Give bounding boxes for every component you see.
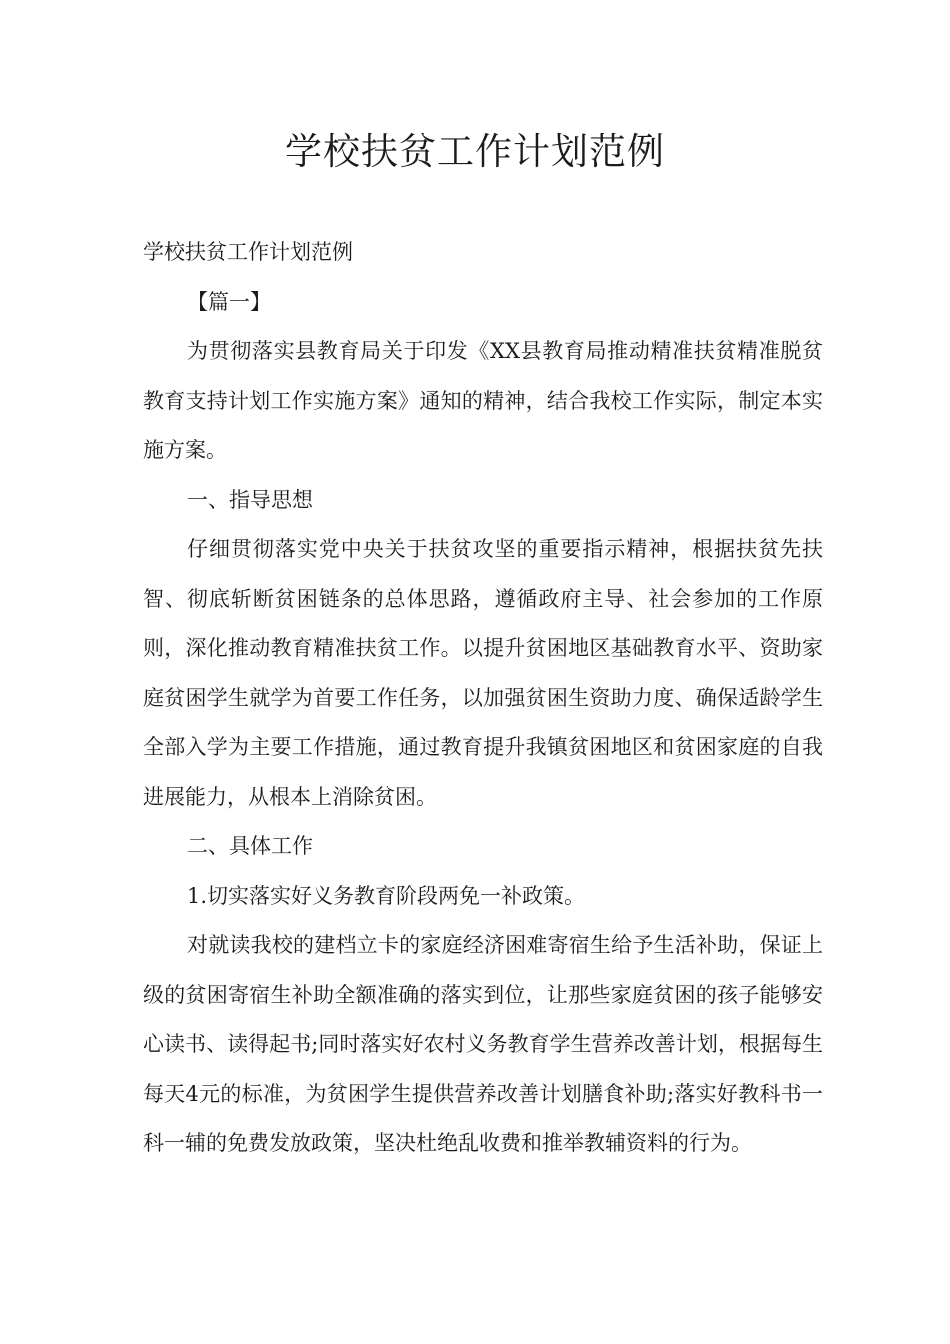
paragraph-guiding-ideology: 仔细贯彻落实党中央关于扶贫攻坚的重要指示精神，根据扶贫先扶智、彻底斩断贫困链条的总体思路，遵循政府主导、社会参加的工作原则，深化推动教育精准扶贫工作。以提升贫困地区基础教育水平、资助家庭贫困学生就学为首要工作任务，以加强贫困生资助力度、确保适龄学生全部入学为主要工作措施，通过教育提升我镇贫困地区和贫困家庭的自我进展能力，从根本上消除贫困。: [143, 537, 823, 809]
heading-specific-work: 二、具体工作: [187, 834, 313, 858]
paragraph-subtitle: 学校扶贫工作计划范例: [143, 240, 353, 264]
paragraph-item-1: 对就读我校的建档立卡的家庭经济困难寄宿生给予生活补助，保证上级的贫困寄宿生补助全额准确的落实到位，让那些家庭贫困的孩子能够安心读书、读得起书;同时落实好农村义务教育学生营养改善计划，根据每生每天4元的标准，为贫困学生提供营养改善计划膳食补助;落实好教科书一科一辅的免费发放政策，坚决杜绝乱收费和推举教辅资料的行为。: [143, 933, 823, 1155]
paragraph-section-label: 【篇一】: [187, 289, 271, 314]
document-body: [143, 228, 823, 1169]
heading-guiding-ideology: 一、指导思想: [187, 487, 313, 512]
document-title: 学校扶贫工作计划范例: [285, 130, 665, 173]
heading-item-1: 1.切实落实好义务教育阶段两免一补政策。: [187, 883, 586, 908]
paragraph-intro: 为贯彻落实县教育局关于印发《XX县教育局推动精准扶贫精准脱贫教育支持计划工作实施方案》通知的精神，结合我校工作实际，制定本实施方案。: [143, 339, 823, 462]
